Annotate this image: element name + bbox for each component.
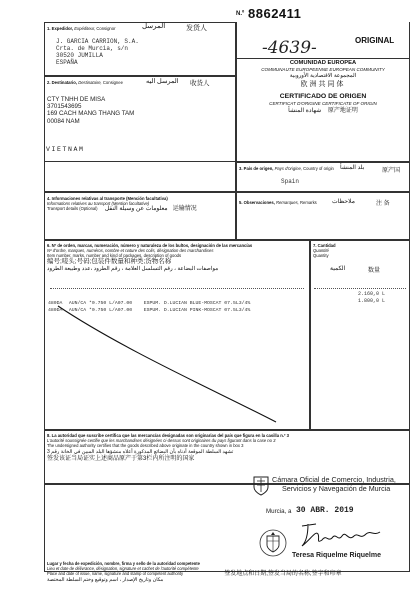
handwritten-serial: -4639- — [262, 38, 317, 58]
consignee-country: VIETNAM — [46, 146, 85, 153]
consignor-address — [56, 38, 139, 66]
consignor-line: J. GARCIA CARRION, S.A. — [56, 38, 139, 45]
goods-row-ref: 480DA — [48, 308, 63, 313]
box-6-label-en: Item number, marks, number and kind of packages, description of goods — [47, 253, 182, 258]
header-right-box — [236, 22, 410, 58]
box-3-label-ar: بلد المنشأ — [340, 165, 365, 171]
footer-line-zh: 签发地点和日期;签发当局的名称;签字和印章 — [224, 570, 342, 577]
footer-line-ar: مكان وتاريخ الإصدار ، اسم وتوقيع وختم السلطة المختصة — [47, 576, 164, 583]
certificate-ar: شهادة المنشأ — [288, 108, 322, 114]
footer-line-fr: Lieu et date de délivrance, désignation, signature et cachet de l'autorité compétente — [47, 565, 199, 571]
box-4-label-en: Transport details (Optional) معلومات عن وسيلة النقل 运输情况 — [47, 206, 197, 212]
box-8-text — [47, 433, 387, 463]
box-4-label-fr: Informations relatives au transport (Mention facultative) — [47, 201, 150, 206]
footer-line-en: Place and date of issue, name, signature and stamp of competent authority 签发地点和日期;签发当局的名称;签字和印章 — [47, 570, 342, 577]
stamp-emblem — [252, 474, 270, 496]
quantity-value: 2.160,0 L — [358, 291, 386, 297]
community-text — [236, 60, 410, 115]
box-6-label-ar: مواصفات البضاعة ، رقم التسلسل العلامة ، رقم الطرود ،عدد وطبيعة الطرود — [47, 266, 219, 272]
consignee-line: 00084 NAM — [47, 117, 80, 125]
box-7-label — [313, 243, 336, 258]
footer-line-es: Lugar y fecha de expedición, nombre, firma y sello de la autoridad competente — [47, 561, 200, 566]
box-1-label: 1. Expedidor, Expéditeur, Consignor — [47, 26, 116, 31]
community-ar: المجموعة الاقتصادية الأوروبية — [289, 73, 357, 79]
consignee-line: CTY TNHH DE MISA — [47, 96, 106, 103]
consignee-line: 3701543695 — [47, 103, 82, 111]
box-2-label-zh: 收货人 — [190, 80, 210, 87]
stamp-chamber-line1: Cámara Oficial de Comercio, Industria, — [272, 475, 396, 484]
certificate-subtitle: CERTIFICAT D'ORIGINE CERTIFICATE OF ORIGIN — [269, 101, 377, 106]
box-8-line-fr: L'autorité soussignée certifie que les marchandises désignées ci-dessus sont originaires du pays figurant dans la case no 3 — [47, 438, 276, 444]
box-7-label-fr: Quantité — [313, 248, 329, 253]
stamp-chamber-line2: Servicios y Navegación de Murcia — [282, 484, 391, 493]
consignee-address — [47, 96, 134, 125]
box-4-label-ar: معلومات عن وسيلة النقل — [104, 206, 168, 212]
box-7-label-en: Quantity — [313, 253, 329, 258]
community-zh: 欧洲共同体 — [300, 81, 346, 88]
quantity-value: 1.800,0 L — [358, 298, 386, 304]
certificate-title: CERTIFICADO DE ORIGEN — [279, 93, 367, 100]
box-7-quantity — [310, 240, 410, 430]
number-prefix: N.º — [236, 11, 245, 17]
community-es: COMUNIDAD EUROPEA — [289, 60, 357, 66]
box-2-lower — [44, 162, 236, 192]
box-5-label-zh: 注 备 — [376, 201, 390, 207]
original-label: ORIGINAL — [355, 36, 395, 45]
box-5-label-ar: ملاحظات — [332, 199, 355, 205]
stamp-date: 30 ABR. 2019 — [296, 506, 354, 515]
box-3-label-zh: 原产国 — [382, 168, 401, 174]
box-7-label-zh: 数量 — [368, 268, 381, 274]
box-8-line-es: 8. La autoridad que suscribe certifica que las mercancías designadas son originarias del país que figura en la casilla n.º 3 — [47, 433, 289, 438]
box-4-label — [47, 196, 197, 212]
signer-name: Teresa Riquelme Riquelme — [292, 552, 381, 559]
certificate-ar-zh — [236, 107, 410, 115]
footer-text — [47, 562, 407, 583]
box-1-label-ar: المرسل — [142, 23, 166, 30]
box-2-label-ar: المرسل اليه — [146, 78, 179, 85]
goods-row-ref: 480DA — [48, 301, 63, 306]
box-7-separator — [314, 288, 406, 289]
box-5-label: 5. Observaciones, Remarques, Remarks — [239, 200, 317, 205]
box-8-line-zh: 签发该证当局证实上述商品原产于第3栏内所注明的国家 — [47, 455, 195, 462]
box-8-line-en: The undersigned authority certifies that the goods described above originate in the country shown in box 3 — [47, 443, 244, 449]
box-4-label-es: 4. Informaciones relativas al transporte (Mención facultativa) — [47, 196, 168, 201]
box-6-label-zh: 编号;唛头;号码;包装件数量和种类;货物名称 — [47, 258, 172, 265]
goods-row-description: AUN/CA *0.750 L/A07.00 ESPUM. D.LUCIAN PINK-MOSCAT 07.5L3/4% — [68, 308, 251, 313]
country-of-origin-value: Spain — [281, 178, 300, 185]
certificate-zh: 原产地证明 — [327, 108, 358, 114]
community-fr-en: COMMUNAUTE EUROPEENNE EUROPEAN COMMUNITY — [261, 67, 385, 72]
box-3-label: 3. País de origen, Pays d'origine, Country of origin — [239, 166, 334, 171]
cancellation-stroke — [44, 240, 310, 430]
signature-scribble — [296, 520, 386, 550]
stamp-place: Murcia, a — [266, 508, 292, 515]
box-7-label-es: 7. Cantidad — [313, 243, 336, 248]
consignor-line: Crta. de Murcia, s/n — [56, 45, 129, 52]
consignor-line: ESPAÑA — [56, 59, 78, 66]
goods-row-description: AUN/CA *0.750 L/A07.00 ESPUM. D.LUCIAN BLUE-MOSCAT 07.5L3/4% — [68, 301, 251, 306]
consignor-line: 30520 JUMILLA — [56, 52, 103, 59]
consignee-line: 169 CACH MANG THANG TAM — [47, 110, 135, 118]
box-4-label-zh: 运输情况 — [172, 206, 197, 212]
coat-of-arms-seal — [258, 526, 288, 560]
box-8-line-ar: تشهد السلطة الموقعة أدناه بأن البضائع المذكورة أعلاه منشؤها البلد المبين في الخانة رقم 3 — [47, 448, 234, 455]
certificate-number: 8862411 — [248, 6, 302, 21]
box-2-label: 2. Destinatario, Destinataire, Consignee — [47, 80, 123, 85]
box-1-label-zh: 发货人 — [186, 25, 207, 32]
box-6-label-fr: Nº d'ordre, marques, numéros, nombre et nature des colis, désignation des marchandises — [47, 248, 214, 253]
box-6-label-es: 6. Nº de orden, marcas, numeración, número y naturaleza de los bultos, designación de las mercancías — [47, 243, 253, 248]
box-7-label-ar: الكمية — [330, 266, 346, 272]
